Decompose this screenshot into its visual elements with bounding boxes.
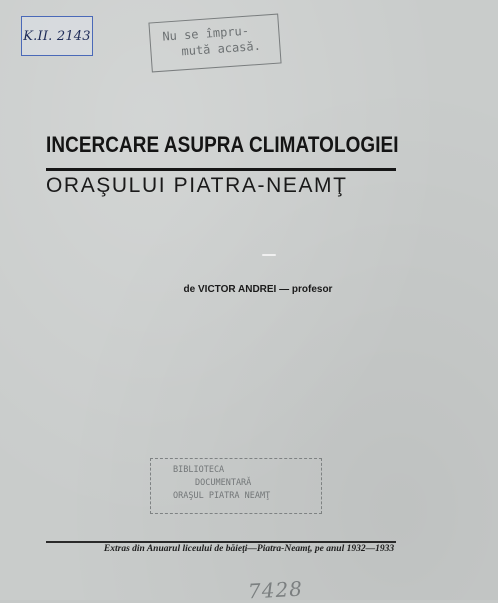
loan-restriction-stamp xyxy=(148,14,281,73)
title-line-2: ORAŞULUI PIATRA-NEAMŢ xyxy=(46,174,348,197)
title-divider xyxy=(46,168,396,171)
library-stamp-line-3: ORAŞUL PIATRA NEAMŢ xyxy=(173,491,271,501)
author-line xyxy=(0,284,498,295)
library-stamp-line-1: BIBLIOTECA xyxy=(173,465,225,475)
footer-divider xyxy=(46,541,396,543)
loan-stamp-line-2: mută acasă. xyxy=(181,38,262,59)
shelf-mark-stamp xyxy=(21,16,93,56)
loan-stamp-line-1: Nu se împru- xyxy=(161,23,250,44)
paper-speck xyxy=(262,254,276,256)
library-stamp xyxy=(150,458,322,514)
library-stamp-line-2: DOCUMENTARĂ xyxy=(195,478,252,488)
handwritten-inventory-number: 7428 xyxy=(247,576,304,603)
title-line-1: INCERCARE ASUPRA CLIMATOLOGIEI xyxy=(46,132,399,157)
shelf-mark-code: K.II. 2143 xyxy=(23,28,91,44)
author-text: de VICTOR ANDREI — profesor xyxy=(183,284,333,295)
extract-note: Extras din Anuarul liceului de băieţi—Piatra-Neamţ, pe anul 1932—1933 xyxy=(103,544,395,554)
